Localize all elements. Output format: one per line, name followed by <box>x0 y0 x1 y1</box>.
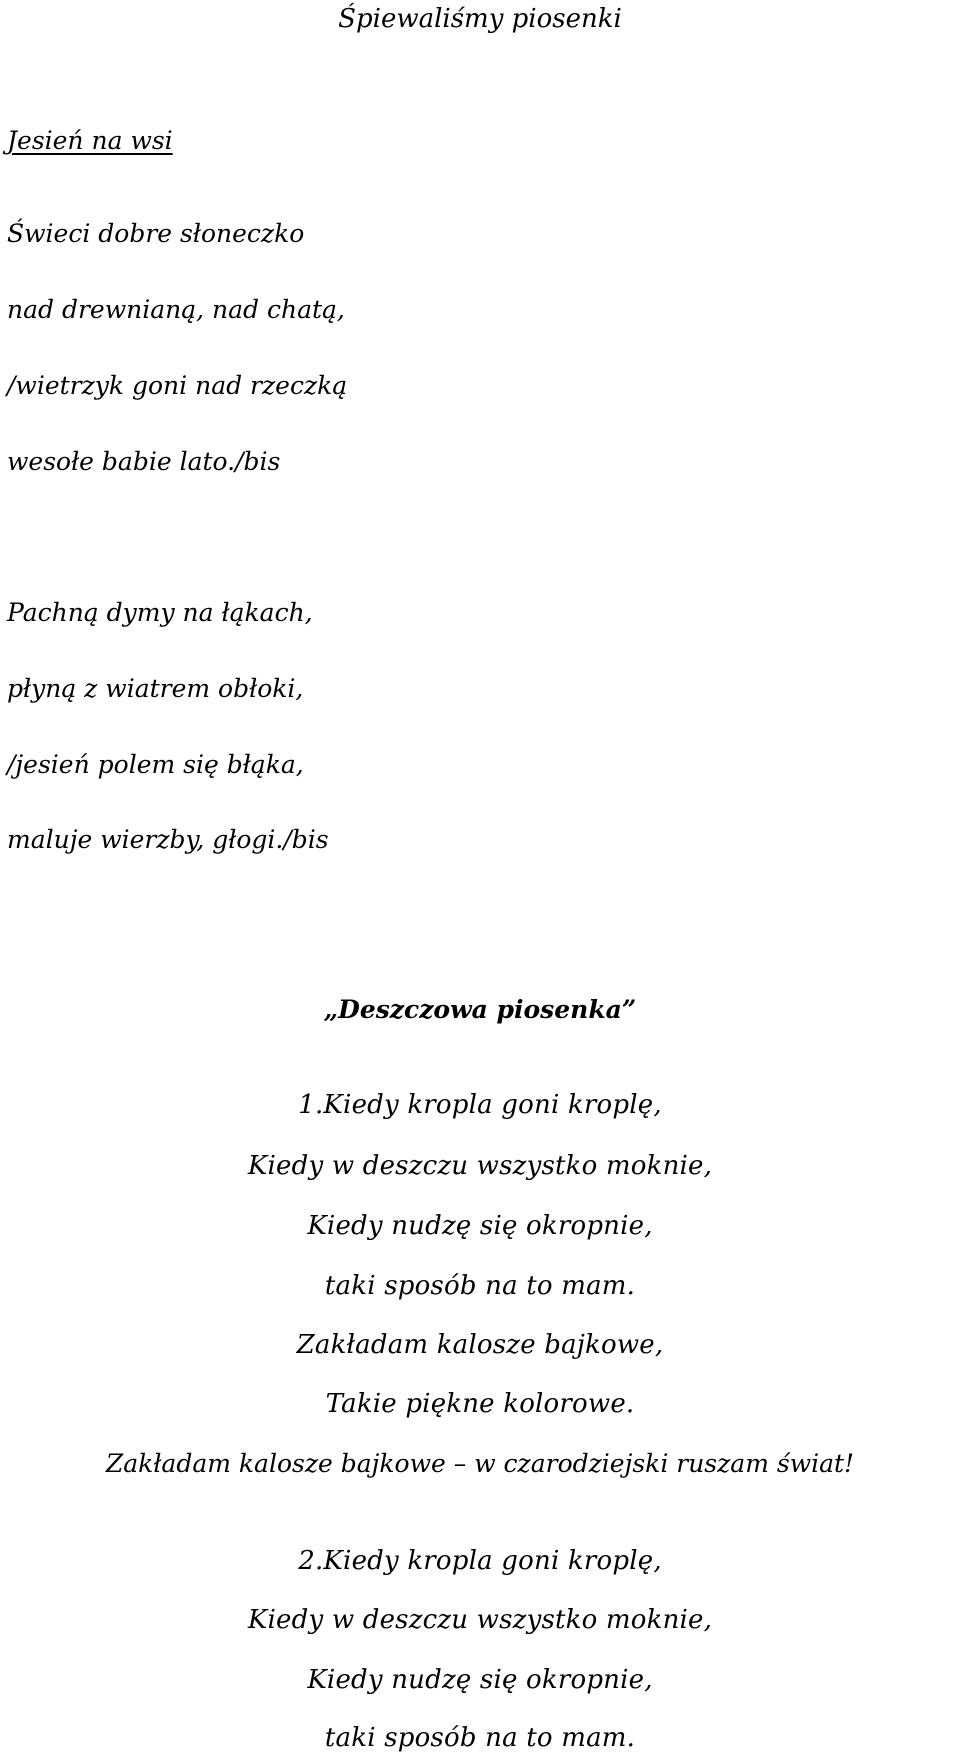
song2-verse1-line2: Kiedy w deszczu wszystko moknie, <box>247 1151 713 1181</box>
song1-stanza2-line4: maluje wierzby, głogi./bis <box>7 825 329 854</box>
song2-verse2-line1: 2.Kiedy kropla goni kroplę, <box>298 1546 662 1576</box>
song2-verse1-line6: Takie piękne kolorowe. <box>325 1389 635 1419</box>
song2-verse2-line2: Kiedy w deszczu wszystko moknie, <box>247 1605 713 1635</box>
page-title: Śpiewaliśmy piosenki <box>338 4 622 34</box>
song2-verse2-line3: Kiedy nudzę się okropnie, <box>307 1665 653 1695</box>
song1-stanza1-line4: wesołe babie lato./bis <box>7 447 281 476</box>
song2-verse1-line1: 1.Kiedy kropla goni kroplę, <box>298 1090 662 1120</box>
song2-verse1-line3: Kiedy nudzę się okropnie, <box>307 1211 653 1241</box>
song1-stanza1-line3: /wietrzyk goni nad rzeczką <box>7 371 348 400</box>
song1-stanza2-line2: płyną z wiatrem obłoki, <box>7 674 304 703</box>
song1-stanza1-line1: Świeci dobre słoneczko <box>7 219 305 248</box>
song1-stanza2-line1: Pachną dymy na łąkach, <box>7 598 313 627</box>
song1-stanza2-line3: /jesień polem się błąka, <box>7 750 304 779</box>
song1-stanza1-line2: nad drewnianą, nad chatą, <box>7 295 345 324</box>
song2-title: „Deszczowa piosenka” <box>323 995 637 1024</box>
song2-verse1-line4: taki sposób na to mam. <box>324 1271 636 1301</box>
song2-verse1-line7: Zakładam kalosze bajkowe – w czarodziejski ruszam świat! <box>105 1449 855 1478</box>
song2-verse2-line4: taki sposób na to mam. <box>324 1723 636 1753</box>
song2-verse1-line5: Zakładam kalosze bajkowe, <box>296 1330 664 1360</box>
song1-title: Jesień na wsi <box>7 126 173 155</box>
